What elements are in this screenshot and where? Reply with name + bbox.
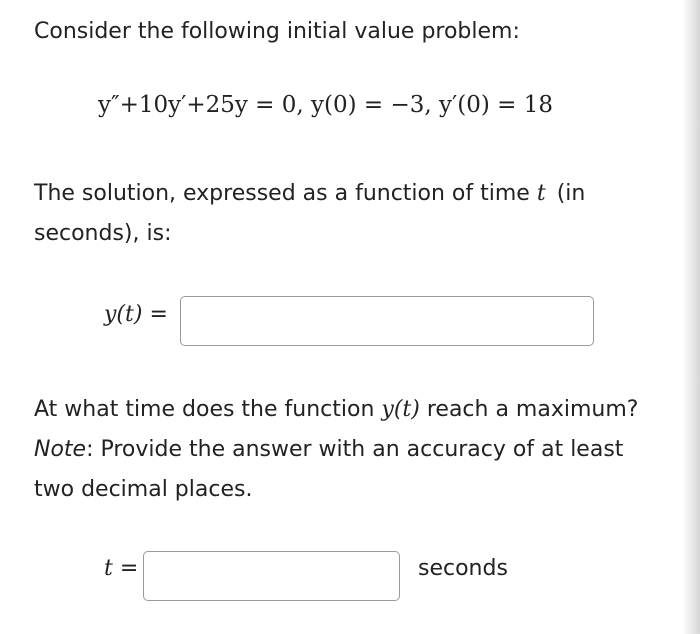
intro-text	[34, 12, 520, 52]
note-text: : Provide the answer with an accuracy of at least	[86, 437, 624, 462]
y-of-t-math: y(t)	[104, 302, 143, 327]
solution-prefix: The solution, expressed as a function of time	[34, 181, 530, 206]
y-of-t-label	[104, 302, 168, 327]
differential-equation	[98, 92, 553, 118]
t-math: t	[104, 556, 113, 581]
max-time-answer-input[interactable]	[143, 551, 400, 601]
solution-suffix: (in	[556, 181, 586, 206]
seconds-unit: seconds	[418, 556, 508, 581]
question-function-math: y(t)	[381, 397, 420, 422]
equation-text: y″+10y′+25y = 0, y(0) = −3, y′(0) = 18	[98, 92, 553, 118]
page-edge-shadow	[682, 0, 700, 634]
intro-label: Consider the following initial value problem:	[34, 19, 520, 44]
maximum-question-line1	[34, 390, 638, 430]
note-label: Note	[34, 437, 87, 462]
seconds-unit-label	[418, 556, 508, 581]
solution-line2: seconds), is:	[34, 221, 172, 246]
question-prefix: At what time does the function	[34, 397, 375, 422]
t-label	[104, 556, 138, 581]
solution-answer-input[interactable]	[180, 296, 594, 346]
t-equals-sign: =	[119, 556, 139, 581]
note-line2	[34, 470, 252, 510]
question-suffix: reach a maximum?	[426, 397, 639, 422]
note-line3: two decimal places.	[34, 477, 253, 502]
solution-prompt-line2	[34, 214, 171, 254]
solution-prompt-line1	[34, 174, 585, 214]
equals-sign: =	[149, 302, 168, 327]
note-line	[34, 430, 623, 470]
time-variable: t	[536, 181, 546, 206]
